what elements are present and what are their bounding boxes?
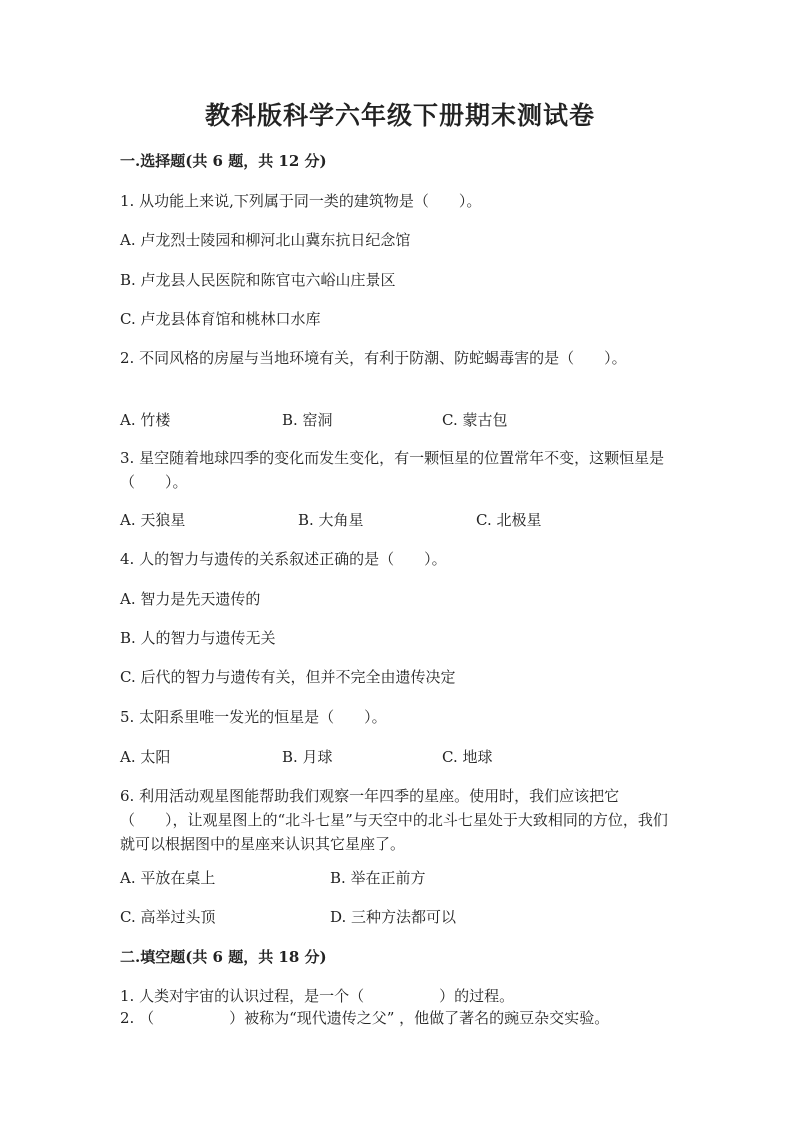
question-3-option-a: A. 天狼星 (120, 511, 186, 529)
fill-question-1: 1. 人类对宇宙的认识过程，是一个（ ）的过程。 (120, 987, 515, 1005)
question-6-option-b: B. 举在正前方 (330, 869, 426, 887)
question-3-option-c: C. 北极星 (476, 511, 542, 529)
question-1-option-a: A. 卢龙烈士陵园和柳河北山冀东抗日纪念馆 (120, 231, 411, 249)
section-heading-choice: 一.选择题(共 6 题，共 12 分) (120, 152, 327, 170)
fill-question-2: 2. （ ）被称为“现代遗传之父” ，他做了著名的豌豆杂交实验。 (120, 1009, 610, 1027)
page-title: 教科版科学六年级下册期末测试卷 (204, 101, 595, 130)
question-6-option-d: D. 三种方法都可以 (330, 908, 457, 926)
question-4-option-c: C. 后代的智力与遗传有关，但并不完全由遗传决定 (120, 668, 456, 686)
question-5-option-c: C. 地球 (442, 748, 493, 766)
question-6-option-c: C. 高举过头顶 (120, 908, 216, 926)
question-4-stem: 4. 人的智力与遗传的关系叙述正确的是（ ）。 (120, 550, 447, 568)
question-1-stem: 1. 从功能上来说,下列属于同一类的建筑物是（ ）。 (120, 192, 482, 210)
question-2-stem: 2. 不同风格的房屋与当地环境有关，有利于防潮、防蛇蝎毒害的是（ ）。 (120, 349, 627, 367)
question-4-option-a: A. 智力是先天遗传的 (120, 590, 261, 608)
question-6-option-a: A. 平放在桌上 (120, 869, 216, 887)
question-2-option-b: B. 窑洞 (282, 411, 333, 429)
question-2-option-a: A. 竹楼 (120, 411, 171, 429)
section-heading-fill-blank: 二.填空题(共 6 题，共 18 分) (120, 948, 327, 966)
question-3-option-b: B. 大角星 (298, 511, 364, 529)
question-1-option-b: B. 卢龙县人民医院和陈官屯六峪山庄景区 (120, 271, 396, 289)
question-5-option-a: A. 太阳 (120, 748, 171, 766)
question-6-stem: 6. 利用活动观星图能帮助我们观察一年四季的星座。使用时，我们应该把它（ ），让观星图上的“北斗七星”与天空中的北斗七星处于大致相同的方位，我们就可以根据图中的星座来认识其它星座了。 (120, 787, 668, 853)
question-5-stem: 5. 太阳系里唯一发光的恒星是（ ）。 (120, 708, 387, 726)
question-3-stem: 3. 星空随着地球四季的变化而发生变化，有一颗恒星的位置常年不变，这颗恒星是（ ）。 (120, 449, 665, 491)
question-4-option-b: B. 人的智力与遗传无关 (120, 629, 276, 647)
question-5-option-b: B. 月球 (282, 748, 333, 766)
question-2-option-c: C. 蒙古包 (442, 411, 508, 429)
question-1-option-c: C. 卢龙县体育馆和桃林口水库 (120, 310, 321, 328)
